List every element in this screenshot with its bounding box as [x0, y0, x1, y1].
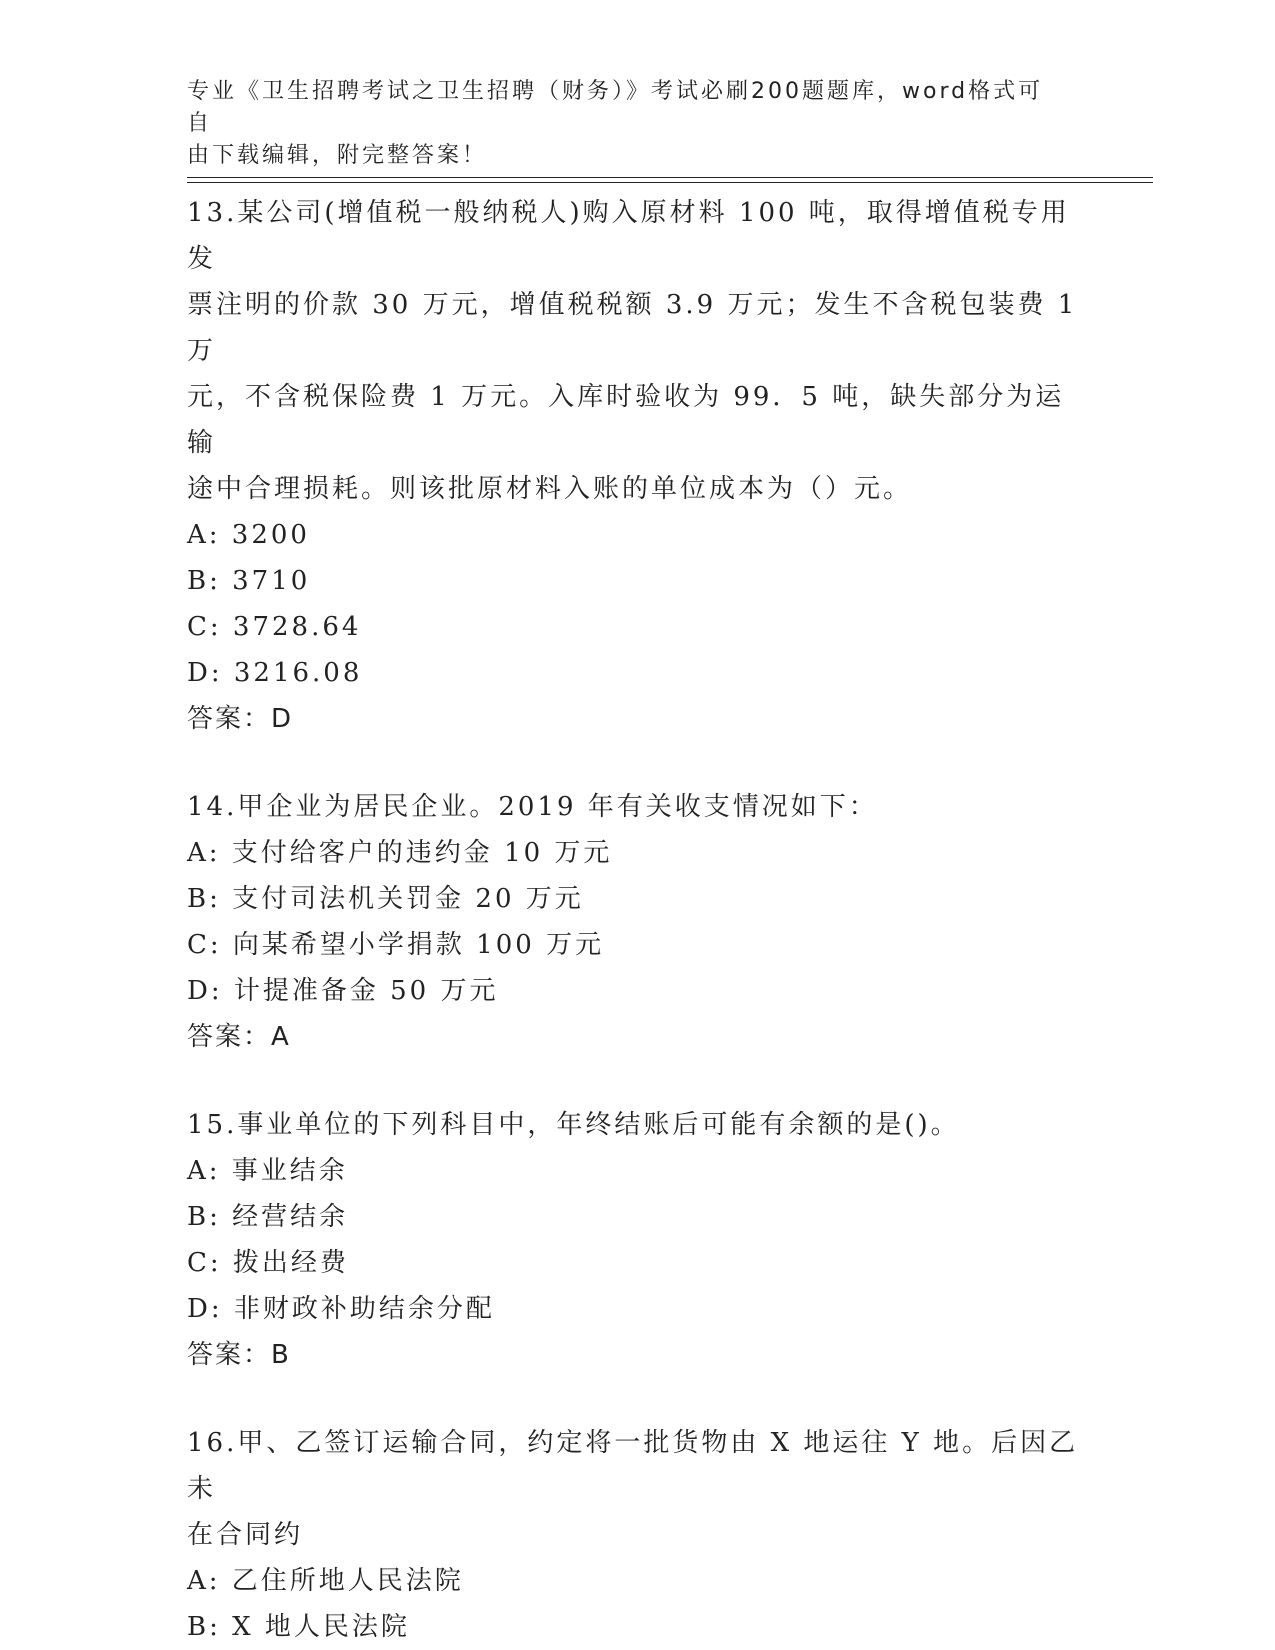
- question-14: [187, 784, 1087, 1060]
- option-b: B: 支付司法机关罚金 20 万元: [187, 884, 584, 914]
- option-d: D: 3216.08: [187, 658, 363, 688]
- question-text-line: 票注明的价款 30 万元，增值税税额 3.9 万元；发生不含税包装费 1 万: [187, 290, 1089, 366]
- header-title-line-1: 专业《卫生招聘考试之卫生招聘（财务）》考试必刷200题题库，word格式可自: [187, 79, 1044, 136]
- option-c: C: 3728.64: [187, 612, 362, 642]
- option-a: A: 支付给客户的违约金 10 万元: [187, 838, 613, 868]
- option-a: A: 3200: [187, 520, 310, 550]
- option-c: C: 向某希望小学捐款 100 万元: [187, 930, 605, 960]
- header-divider-bottom: [187, 182, 1153, 183]
- answer-line: 答案：A: [187, 1022, 291, 1052]
- question-text-line: 15.事业单位的下列科目中，年终结账后可能有余额的是()。: [187, 1110, 960, 1140]
- option-d: D: 计提准备金 50 万元: [187, 976, 499, 1006]
- header-divider-top: [187, 177, 1153, 178]
- answer-line: 答案：D: [187, 704, 294, 734]
- option-a: A: 事业结余: [187, 1156, 348, 1186]
- question-spacer: [187, 1378, 1087, 1420]
- question-text-line: 在合同约: [187, 1520, 304, 1550]
- option-b: B: X 地人民法院: [187, 1612, 410, 1642]
- question-list: [187, 190, 1087, 1650]
- question-spacer: [187, 742, 1087, 784]
- question-13: [187, 190, 1087, 742]
- option-b: B: 经营结余: [187, 1202, 349, 1232]
- question-spacer: [187, 1060, 1087, 1102]
- question-text-line: 14.甲企业为居民企业。2019 年有关收支情况如下：: [187, 792, 878, 822]
- question-15: [187, 1102, 1087, 1378]
- document-header: [187, 76, 1067, 172]
- document-page: [187, 0, 1147, 1650]
- question-text-line: 元，不含税保险费 1 万元。入库时验收为 99．5 吨，缺失部分为运输: [187, 382, 1065, 458]
- question-16: [187, 1420, 1087, 1650]
- header-title-line-2: 由下载编辑，附完整答案！: [187, 143, 488, 168]
- option-b: B: 3710: [187, 566, 311, 596]
- option-a: A: 乙住所地人民法院: [187, 1566, 464, 1596]
- option-c: C: 拨出经费: [187, 1248, 349, 1278]
- answer-line: 答案：B: [187, 1340, 291, 1370]
- question-text-line: 13.某公司(增值税一般纳税人)购入原材料 100 吨，取得增值税专用发: [187, 198, 1070, 274]
- question-text-line: 途中合理损耗。则该批原材料入账的单位成本为（）元。: [187, 474, 913, 504]
- option-d: D: 非财政补助结余分配: [187, 1294, 495, 1324]
- question-text-line: 16.甲、乙签订运输合同，约定将一批货物由 X 地运往 Y 地。后因乙未: [187, 1428, 1079, 1504]
